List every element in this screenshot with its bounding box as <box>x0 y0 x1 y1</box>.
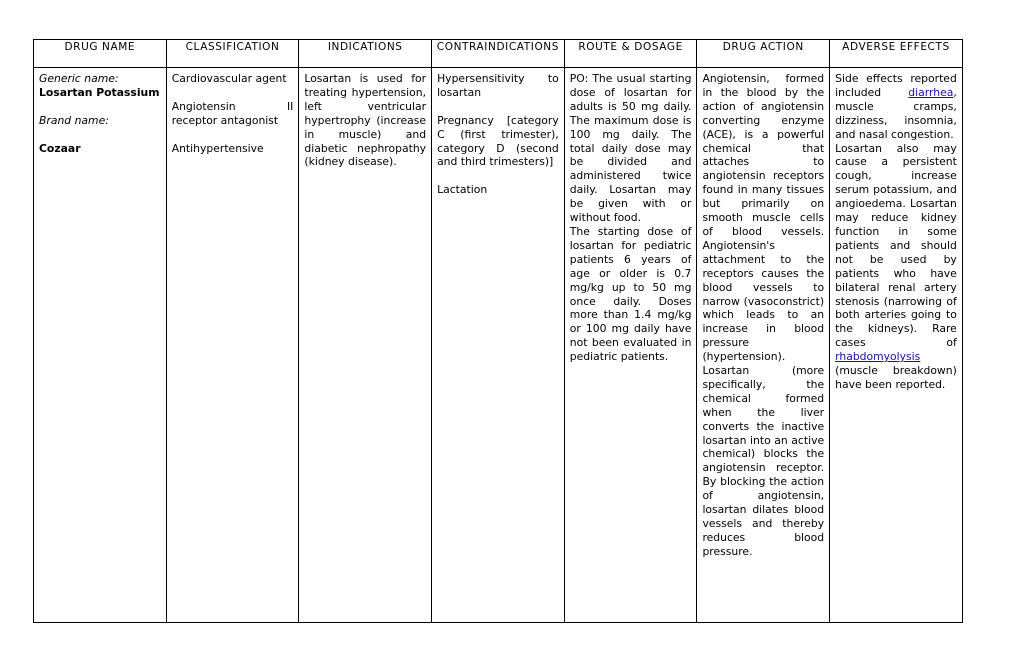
adverse-effects-paragraph-2 <box>835 142 957 392</box>
indications-text: Losartan is used for treating hypertension, left ventricular hypertrophy (increase in muscle) and diabetic nephropathy (kidney disease). <box>304 72 427 169</box>
header-adverse-effects: ADVERSE EFFECTS <box>830 40 963 68</box>
rhabdomyolysis-link[interactable]: rhabdomyolysis <box>835 350 921 364</box>
drug-study-table <box>33 39 963 623</box>
dosage-adults: PO: The usual starting dose of losartan for adults is 50 mg daily. The maximum dose is 100 mg daily. The total daily dose may be divided and administered twice daily. Losartan may be given with or without food. <box>569 72 692 225</box>
header-route-dosage: ROUTE & DOSAGE <box>564 40 697 68</box>
contraindication-item: Pregnancy [category C (first trimester), category D (second and third trimesters)] <box>437 113 559 169</box>
cell-classification <box>166 68 299 623</box>
drug-study-document <box>33 39 962 623</box>
header-contraindications: CONTRAINDICATIONS <box>432 40 565 68</box>
adverse-text: Losartan also may cause a persistent cough, increase serum potassium, and angioedema. Losartan may reduce kidney function in some patients and should not be used by patients who have bilateral renal artery stenosis (narrowing of both arteries going to the kidneys). Rare cases of <box>835 141 957 350</box>
header-drug-name: DRUG NAME <box>34 40 167 68</box>
cell-drug-name <box>34 68 167 623</box>
header-indications: INDICATIONS <box>299 40 432 68</box>
classification-item: Cardiovascular agent <box>171 72 287 85</box>
header-classification: CLASSIFICATION <box>166 40 299 68</box>
dosage-pediatric: The starting dose of losartan for pediatric patients 6 years of age or older is 0.7 mg/kg up to 50 mg once daily. Doses more than 1.4 mg/kg or 100 mg daily have not been evaluated in pediatric patients. <box>569 224 692 364</box>
cell-drug-action <box>697 68 830 623</box>
table-header-row <box>34 40 963 68</box>
adverse-effects-paragraph-1 <box>835 72 957 142</box>
cell-contraindications <box>432 68 565 623</box>
classification-item: Angiotensin II receptor antagonist <box>171 99 294 127</box>
classification-item: Antihypertensive <box>171 141 264 155</box>
drug-action-text: Angiotensin, formed in the blood by the action of angiotensin converting enzyme (ACE), is a powerful chemical that attaches to angiotensin receptors found in many tissues but primarily on smooth muscle cells of blood vessels. Angiotensin's attachment to the receptors causes the blood vessels to narrow (vasoconstrict) which leads to an increase in blood pressure (hypertension). Losartan (more specifically, the chemical formed when the liver converts the inactive losartan into an active chemical) blocks the angiotensin receptor. By blocking the action of angiotensin, losartan dilates blood vessels and thereby reduces blood pressure. <box>702 72 825 558</box>
adverse-text: Side effects reported included <box>835 72 957 99</box>
generic-name-label: Generic name: <box>39 72 119 85</box>
cell-adverse-effects <box>830 68 963 623</box>
cell-route-dosage <box>564 68 697 623</box>
diarrhea-link[interactable]: diarrhea <box>908 85 954 99</box>
table-row <box>34 68 963 623</box>
brand-name-label: Brand name: <box>39 113 109 127</box>
adverse-text: (muscle breakdown) have been reported. <box>835 364 957 391</box>
generic-name-value: Losartan Potassium <box>39 85 160 99</box>
cell-indications <box>299 68 432 623</box>
brand-name-value: Cozaar <box>39 141 81 155</box>
contraindication-item: Lactation <box>437 183 488 197</box>
adverse-text: , muscle cramps, dizziness, insomnia, and nasal congestion. <box>835 85 957 141</box>
contraindication-item: Hypersensitivity to losartan <box>437 72 559 99</box>
header-drug-action: DRUG ACTION <box>697 40 830 68</box>
